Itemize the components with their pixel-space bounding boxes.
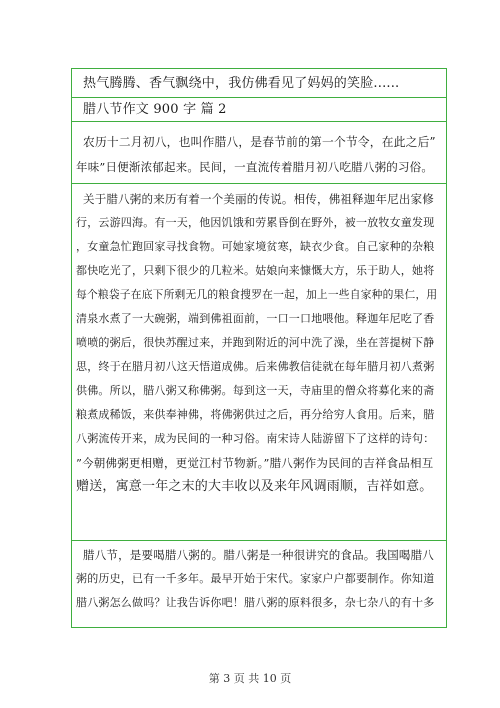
- text-line: 腊八节，是要喝腊八粥的。腊八粥是一种很讲究的食品。我国喝腊八: [83, 548, 434, 562]
- text-line: 年味”日便渐浓郁起来。民间，一直流传着腊月初八吃腊八粥的习俗。: [76, 160, 434, 174]
- text-line: 关于腊八粥的来历有着一个美丽的传说。相传，佛祖释迦年尼出家修: [83, 192, 434, 206]
- essay-heading: 腊八节作文 900 字 篇 2: [83, 102, 227, 117]
- text-line: 八粥流传开来，成为民间的一种习俗。南宋诗人陆游留下了这样的诗句：: [76, 432, 435, 445]
- text-line: 农历十二月初八，也叫作腊八，是春节前的第一个节令，在此之后”: [83, 135, 436, 149]
- text-line: 每个粮袋子在底下所剩无几的粮食搜罗在一起，加上一些自家种的果仁，用: [76, 288, 438, 301]
- text-line: 行，云游四海。有一天，他因饥饿和劳累昏倒在野外，被一放牧女童发现: [76, 216, 435, 229]
- text-line: 热气腾腾、香气飘绕中，我仿佛看见了妈妈的笑脸......: [83, 76, 400, 91]
- text-line: ”今朝佛粥更相赠，更觉江村节物新。”腊八粥作为民间的吉祥食品相互: [76, 456, 434, 470]
- grid-line: [71, 121, 447, 122]
- text-line: 粮煮成稀饭，来供奉神佛，将佛粥供过之后，再分给穷人食用。后来，腊: [76, 408, 435, 421]
- grid-line: [71, 540, 447, 541]
- text-line: 赠送，寓意一年之末的大丰收以及来年风调雨顺，吉祥如意。: [76, 479, 433, 494]
- grid-line: [71, 97, 447, 98]
- text-line: 腊八粥怎么做吗？让我告诉你吧！腊八粥的原料很多，杂七杂八的有十多: [76, 596, 435, 609]
- text-line: ，女童急忙跑回家寻找食物。可她家境贫寒，缺衣少食。自己家种的杂粮: [76, 240, 435, 253]
- text-line: 供佛。所以，腊八粥又称佛粥。每到这一天，寺庙里的僧众将募化来的斋: [76, 384, 435, 397]
- page-number: 第 3 页 共 10 页: [208, 672, 292, 685]
- text-line: 清泉水煮了一大碗粥，端到佛祖面前，一口一口地喂他。释迦年尼吃了香: [76, 312, 435, 325]
- text-line: 喷喷的粥后，很快苏醒过来，并跑到附近的河中洗了澡，坐在菩提树下静: [76, 336, 435, 349]
- grid-line-bottom: [71, 627, 447, 628]
- text-line: 粥的历史，已有一千多年。最早开始于宋代。家家户户都要制作。你知道: [76, 572, 435, 585]
- grid-line-top: [71, 68, 447, 69]
- grid-line: [71, 183, 447, 184]
- text-line: 都快吃光了，只剩下很少的几粒米。姑娘向来慷慨大方，乐于助人，她将: [76, 264, 435, 277]
- text-line: 思，终于在腊月初八这天悟道成佛。后来佛教信徒就在每年腊月初八煮粥: [76, 360, 435, 373]
